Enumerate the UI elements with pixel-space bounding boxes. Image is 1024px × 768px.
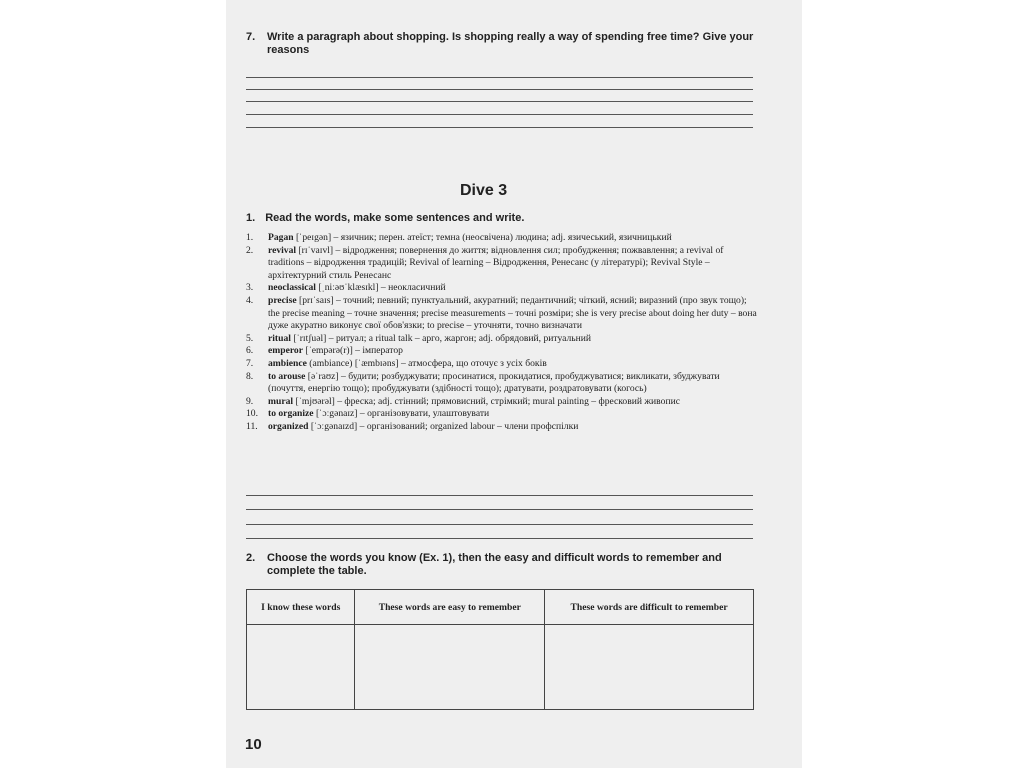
vocabulary-number: 3. xyxy=(246,282,254,294)
vocabulary-definition: [ˈɔːgənaɪzd] – організований; organized labour – члени профспілки xyxy=(308,420,579,432)
vocabulary-term: neoclassical xyxy=(268,282,316,294)
writing-line xyxy=(246,89,753,90)
vocabulary-definition: [ˈɔːgənaɪz] – організовувати, улаштовувати xyxy=(313,408,490,420)
vocabulary-definition: (ambiance) [ˈæmbɪəns] – атмосфера, що оточує з усіх боків xyxy=(306,357,547,369)
vocabulary-entry xyxy=(268,295,758,333)
vocabulary-definition: [əˈraʊz] – будити; розбуджувати; просинатися, прокидатися, пробуджуватися; викликати, збуджувати (почуття, енергію тощо); пробуджувати (здібності тощо); дратувати, роздратовувати (когось) xyxy=(268,370,720,395)
vocabulary-term: ritual xyxy=(268,332,291,344)
vocabulary-item xyxy=(246,371,758,396)
writing-line xyxy=(246,538,753,539)
writing-line xyxy=(246,77,753,78)
vocabulary-item xyxy=(246,295,758,333)
vocabulary-term: ambience xyxy=(268,357,307,369)
table-cell-known[interactable] xyxy=(247,625,355,710)
exercise-2-number: 2. xyxy=(246,552,256,564)
vocabulary-number: 9. xyxy=(246,395,254,407)
vocabulary-definition: [ˈempərə(r)] – імператор xyxy=(302,345,403,357)
vocabulary-item xyxy=(246,245,758,283)
exercise-1-number: 1. xyxy=(246,212,256,224)
writing-line xyxy=(246,509,753,510)
vocabulary-number: 1. xyxy=(246,232,254,243)
vocabulary-number: 5. xyxy=(246,332,254,344)
vocabulary-definition: [ˈrɪtʃuəl] – ритуал; a ritual talk – арго, жаргон; adj. обрядовий, ритуальний xyxy=(290,332,592,344)
vocabulary-definition: [rɪˈvaɪvl] – відродження; повернення до життя; відновлення сил; пробудження; пожвавлення; a revival of traditions – відродження традицій; Revival of learning – Відродження, Ренесанс (у літературі); Revival Style – архітектурний стиль Ренесанс xyxy=(268,244,724,281)
exercise-2-text: Choose the words you know (Ex. 1), then the easy and difficult words to remember and complete the table. xyxy=(267,552,722,577)
vocabulary-item xyxy=(246,282,758,295)
table-header-known: I know these words xyxy=(247,590,355,625)
vocabulary-entry xyxy=(268,358,758,371)
vocabulary-term: to organize xyxy=(268,408,314,420)
exercise-1-text: Read the words, make some sentences and write. xyxy=(265,212,525,224)
task-7-text: Write a paragraph about shopping. Is shopping really a way of spending free time? Give your reasons xyxy=(267,31,754,56)
vocabulary-item xyxy=(246,358,758,371)
vocabulary-number: 11. xyxy=(246,420,258,432)
vocabulary-term: revival xyxy=(268,244,297,256)
vocabulary-entry xyxy=(268,408,758,421)
task-7-number: 7. xyxy=(246,31,256,43)
writing-line xyxy=(246,524,753,525)
vocabulary-item xyxy=(246,408,758,421)
writing-line xyxy=(246,114,753,115)
vocabulary-entry xyxy=(268,371,758,396)
vocabulary-entry xyxy=(268,345,758,358)
word-table xyxy=(246,589,754,710)
vocabulary-definition: [ˈpeɪgən] – язичник; перен. атеїст; темна (неосвічена) людина; adj. язичеський, язичницький xyxy=(293,232,672,243)
vocabulary-entry xyxy=(268,232,758,245)
vocabulary-term: emperor xyxy=(268,345,303,357)
vocabulary-item xyxy=(246,232,758,245)
exercise-1-instruction xyxy=(246,212,534,224)
vocabulary-definition: [ˈmjʊərəl] – фреска; adj. стінний; прямовисний, стрімкий; mural painting – фресковий живопис xyxy=(293,395,680,407)
vocabulary-item xyxy=(246,333,758,346)
vocabulary-list xyxy=(246,232,758,434)
table-cell-difficult[interactable] xyxy=(545,625,754,710)
vocabulary-number: 2. xyxy=(246,244,254,256)
vocabulary-number: 10. xyxy=(246,408,258,420)
vocabulary-number: 7. xyxy=(246,357,254,369)
writing-line xyxy=(246,495,753,496)
table-cell-easy[interactable] xyxy=(355,625,545,710)
writing-line xyxy=(246,127,753,128)
vocabulary-entry xyxy=(268,396,758,409)
page-number: 10 xyxy=(245,736,262,753)
vocabulary-entry xyxy=(268,282,758,295)
vocabulary-term: mural xyxy=(268,395,294,407)
vocabulary-term: Pagan xyxy=(268,232,294,243)
vocabulary-term: organized xyxy=(268,420,309,432)
vocabulary-item xyxy=(246,421,758,434)
vocabulary-entry xyxy=(268,421,758,434)
vocabulary-number: 6. xyxy=(246,345,254,357)
vocabulary-item xyxy=(246,345,758,358)
section-title: Dive 3 xyxy=(460,182,508,199)
vocabulary-number: 4. xyxy=(246,294,254,306)
writing-line xyxy=(246,101,753,102)
vocabulary-number: 8. xyxy=(246,370,254,382)
table-header-easy: These words are easy to remember xyxy=(355,590,545,625)
table-header-difficult: These words are difficult to remember xyxy=(545,590,754,625)
vocabulary-definition: [prɪˈsaɪs] – точний; певний; пунктуальний, акуратний; педантичний; чіткий, ясний; виразний (про звук тощо); the precise meaning – точне значення; precise measurements – точні розміри; she is very precise about doing her duty – вона дуже акуратно виконує свої обов'язки; to precise – уточняти, точно визначати xyxy=(268,294,757,332)
vocabulary-entry xyxy=(268,333,758,346)
vocabulary-entry xyxy=(268,245,758,283)
vocabulary-term: precise xyxy=(268,294,297,306)
vocabulary-item xyxy=(246,396,758,409)
vocabulary-definition: [ˌniːəʊˈklæsɪkl] – неокласичний xyxy=(315,282,446,294)
vocabulary-term: to arouse xyxy=(268,370,306,382)
